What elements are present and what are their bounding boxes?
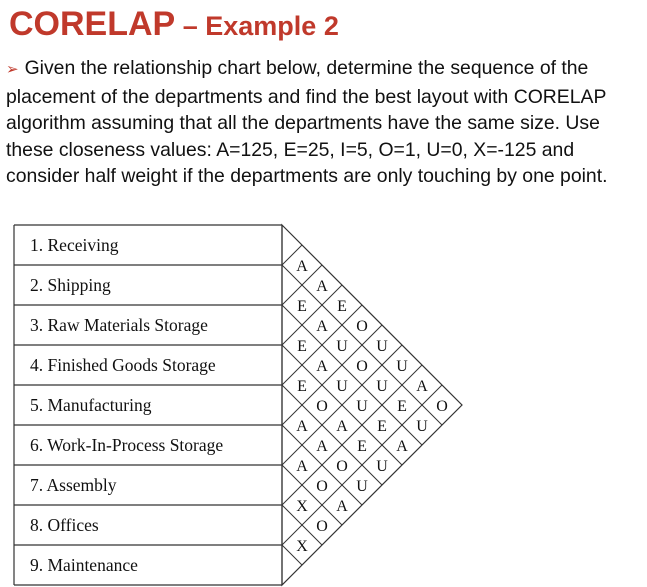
relationship-code: A	[296, 258, 308, 275]
relationship-code: E	[397, 398, 407, 415]
relationship-code: A	[336, 498, 348, 515]
relationship-code: A	[336, 418, 348, 435]
relationship-code: U	[376, 378, 388, 395]
relationship-code: A	[296, 458, 308, 475]
department-label: 5. Manufacturing	[30, 395, 152, 415]
relationship-code: O	[356, 358, 368, 375]
relationship-code: A	[316, 278, 328, 295]
title-main: CORELAP	[9, 5, 176, 43]
relationship-code: E	[377, 418, 387, 435]
relationship-code: U	[416, 418, 428, 435]
relationship-code: U	[376, 338, 388, 355]
relationship-code: E	[357, 438, 367, 455]
department-label: 3. Raw Materials Storage	[30, 315, 208, 335]
relationship-code: A	[416, 378, 428, 395]
department-label: 4. Finished Goods Storage	[30, 355, 216, 375]
department-label: 6. Work-In-Process Storage	[30, 435, 224, 455]
relationship-code: U	[356, 398, 368, 415]
relationship-code: U	[356, 478, 368, 495]
relationship-code: A	[316, 358, 328, 375]
relationship-code: E	[297, 378, 307, 395]
grid-diagonal	[282, 465, 342, 525]
relationship-code: O	[336, 458, 348, 475]
relationship-code: U	[336, 378, 348, 395]
relationship-code: A	[316, 438, 328, 455]
relationship-code: A	[296, 418, 308, 435]
relationship-code: A	[396, 438, 408, 455]
relationship-code: X	[296, 498, 308, 515]
matrix-outline	[282, 225, 462, 585]
department-label: 9. Maintenance	[30, 555, 138, 575]
relationship-code: A	[316, 318, 328, 335]
relationship-code: O	[356, 318, 368, 335]
arrow-bullet-icon: ➢	[6, 61, 19, 78]
department-label: 1. Receiving	[30, 235, 119, 255]
grid-diagonal	[282, 285, 342, 345]
relationship-code: O	[436, 398, 448, 415]
relationship-code: X	[296, 538, 308, 555]
relationship-code: U	[376, 458, 388, 475]
relationship-code: O	[316, 478, 328, 495]
department-label: 2. Shipping	[30, 275, 111, 295]
relationship-code: E	[337, 298, 347, 315]
relationship-code: U	[336, 338, 348, 355]
relationship-code: E	[297, 298, 307, 315]
department-label: 8. Offices	[30, 515, 99, 535]
department-label: 7. Assembly	[30, 475, 117, 495]
relationship-code: O	[316, 518, 328, 535]
relationship-code: O	[316, 398, 328, 415]
relationship-code: E	[297, 338, 307, 355]
title-subtitle: – Example 2	[175, 11, 339, 41]
relationship-code: U	[396, 358, 408, 375]
problem-text: Given the relationship chart below, determine the sequence of the placement of the departments and find the best layout with CORELAP algorithm assuming that all the departments have the same size. Use these closeness values: A=125, E=25, I=5, O=1, U=0, X=-125 and consider half weight if the departments are only touching by one point.	[6, 57, 608, 187]
